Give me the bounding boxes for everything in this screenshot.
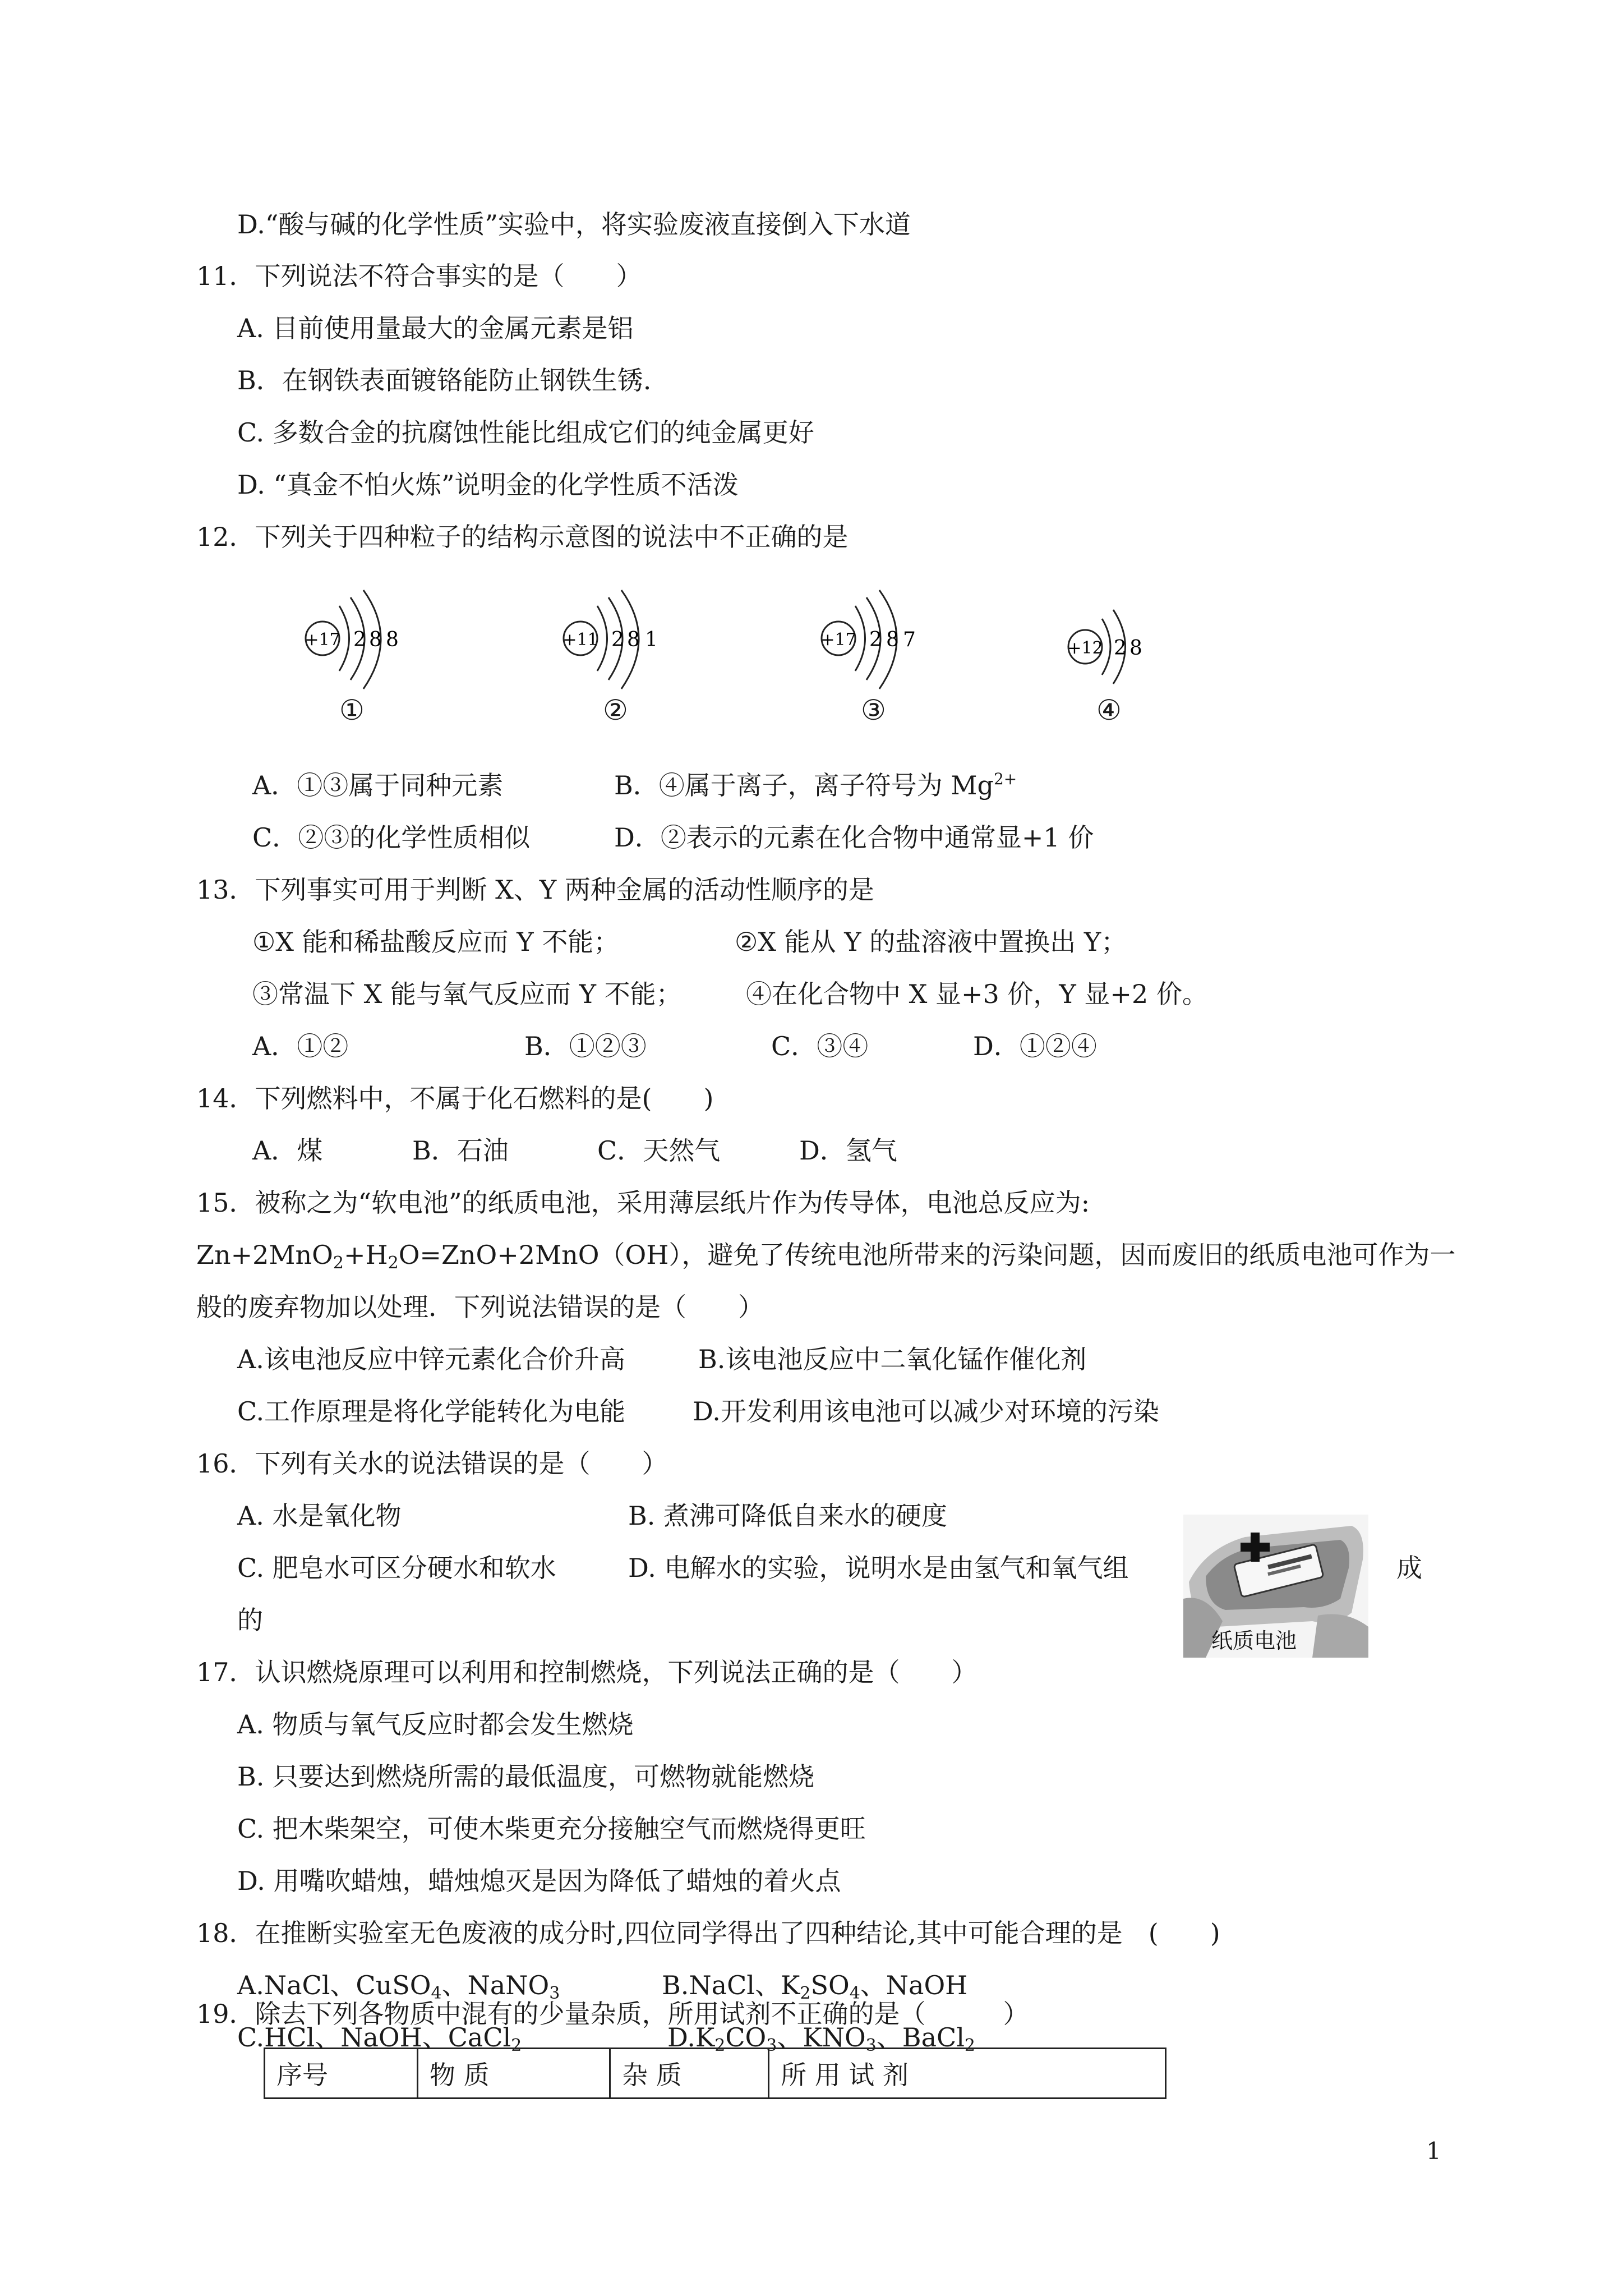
q17-option-c: C. 把木柴架空，可使木柴更充分接触空气而燃烧得更旺 [237,1814,866,1844]
q16-option-c: C. 肥皂水可区分硬水和软水 [237,1553,556,1583]
table-header-cell: 序号 [265,2049,418,2099]
atom-label-1: ① [339,694,365,726]
q12-option-d: D．②表示的元素在化合物中通常显+1 价 [614,822,1094,853]
q17-option-b: B. 只要达到燃烧所需的最低温度，可燃物就能燃烧 [237,1761,815,1792]
q16-stem: 16．下列有关水的说法错误的是（ ） [196,1448,668,1479]
atom-4-shell-1: 2 [1114,637,1127,660]
atom-4-shell-2: 8 [1129,637,1142,660]
q16-option-d-tail: 成 [1396,1553,1422,1583]
q13-fact-4: ④在化合物中 X 显+3 价，Y 显+2 价。 [746,979,1208,1009]
q15-option-c: C.工作原理是将化学能转化为电能 [237,1396,626,1427]
q15-option-d: D.开发利用该电池可以减少对环境的污染 [693,1396,1159,1427]
q15-option-a: A.该电池反应中锌元素化合价升高 [237,1344,625,1374]
atom-2-shell-1: 2 [611,628,624,651]
q13-option-b: B．①②③ [524,1031,647,1061]
q14-option-b: B．石油 [412,1135,509,1166]
q13-fact-1: ①X 能和稀盐酸反应而 Y 不能； [252,927,620,957]
atom-diagram-4 [1060,592,1206,704]
page-number: 1 [1426,2137,1441,2165]
q10-option-d: D.“酸与碱的化学性质”实验中，将实验废液直接倒入下水道 [237,209,911,240]
q19-stem: 19．除去下列各物质中混有的少量杂质，所用试剂不正确的是（ ） [196,1999,1029,2029]
q11-stem: 11．下列说法不符合事实的是（ ） [196,261,642,291]
q12-option-a: A．①③属于同种元素 [252,770,504,800]
atom-1-shell-3: 8 [386,628,399,651]
q14-stem: 14．下列燃料中，不属于化石燃料的是( ) [196,1083,714,1114]
q19-table [264,2047,1166,2099]
q15-equation-line: $Zn+2MnO_2+H_2O=ZnO+2MnO(OH)$，避免了传统电池所带来的污染问题，因而废旧的纸质电池可作为一 [196,1240,1456,1273]
q11-option-c: C. 多数合金的抗腐蚀性能比组成它们的纯金属更好 [237,417,814,448]
atom-3-shell-2: 8 [886,628,899,651]
q11-option-d: D. “真金不怕火炼”说明金的化学性质不活泼 [237,470,739,500]
q16-option-a: A. 水是氧化物 [237,1501,402,1531]
q14-option-c: C．天然气 [597,1135,721,1166]
q12-stem: 12．下列关于四种粒子的结构示意图的说法中不正确的是 [196,522,849,552]
q18-option-c: C.HCl、NaOH、CaCl$_2$ [237,2022,522,2055]
q15-option-b: B.该电池反应中二氧化锰作催化剂 [698,1344,1087,1374]
q13-option-c: C．③④ [771,1031,869,1061]
q13-option-a: A．①② [252,1031,349,1061]
q13-option-d: D．①②④ [973,1031,1097,1061]
table-header-row [265,2049,1166,2099]
q13-stem: 13．下列事实可用于判断 X、Y 两种金属的活动性顺序的是 [196,875,874,905]
atom-diagram-3 [813,583,959,696]
atom-1-nucleus: +17 [305,630,340,650]
q15-stem-end: 般的废弃物加以处理．下列说法错误的是（ ） [196,1292,764,1322]
table-header-cell: 杂 质 [610,2049,769,2099]
atom-diagram-2 [555,583,701,696]
q12-option-b: B．④属于离子，离子符号为 $Mg^{2+}$ [614,770,1017,800]
atom-3-shell-1: 2 [869,628,882,651]
q17-stem: 17．认识燃烧原理可以利用和控制燃烧，下列说法正确的是（ ） [196,1657,978,1687]
atom-diagram-1 [297,583,443,696]
q18-stem: 18．在推断实验室无色废液的成分时,四位同学得出了四种结论,其中可能合理的是 ( ) [196,1918,1220,1948]
atom-label-2: ② [603,694,628,726]
table-header-cell: 所 用 试 剂 [769,2049,1166,2099]
q17-option-a: A. 物质与氧气反应时都会发生燃烧 [237,1709,634,1740]
q11-option-b: B．在钢铁表面镀铬能防止钢铁生锈. [237,365,652,395]
paper-battery-caption: 纸质电池 [1211,1628,1297,1653]
atom-label-4: ④ [1096,694,1122,726]
q14-option-d: D．氢气 [799,1135,897,1166]
q16-option-b: B. 煮沸可降低自来水的硬度 [628,1501,948,1531]
atom-label-3: ③ [861,694,886,726]
atom-3-shell-3: 7 [903,628,916,651]
q13-fact-2: ②X 能从 Y 的盐溶液中置换出 Y； [735,927,1127,957]
q18-option-b: B.NaCl、$K_2SO_4$、NaOH [662,1970,968,2003]
q13-fact-3: ③常温下 X 能与氧气反应而 Y 不能； [252,979,682,1009]
q14-option-a: A．煤 [252,1135,323,1166]
atom-3-nucleus: +17 [820,630,856,650]
atom-2-shell-3: 1 [645,628,658,651]
q12-option-c: C．②③的化学性质相似 [252,822,531,853]
atom-4-nucleus: +12 [1067,638,1103,658]
atom-2-nucleus: +11 [562,630,598,650]
q16-option-d-continuation: 的 [237,1605,263,1635]
atom-1-shell-2: 8 [369,628,382,651]
q11-option-a: A. 目前使用量最大的金属元素是铝 [237,313,634,343]
q17-option-d: D. 用嘴吹蜡烛，蜡烛熄灭是因为降低了蜡烛的着火点 [237,1866,841,1896]
table-header-cell: 物 质 [418,2049,610,2099]
q18-option-a: A.NaCl、CuSO$_4$、NaNO$_3$ [237,1970,560,2003]
q16-option-d: D. 电解水的实验，说明水是由氢气和氧气组 [628,1553,1129,1583]
atom-2-shell-2: 8 [627,628,640,651]
q15-stem: 15．被称之为“软电池”的纸质电池，采用薄层纸片作为传导体，电池总反应为: [196,1188,1090,1218]
atom-1-shell-1: 2 [353,628,366,651]
q18-option-d: $D.K_2CO_3$、$KNO_3$、BaCl$_2$ [667,2022,975,2055]
